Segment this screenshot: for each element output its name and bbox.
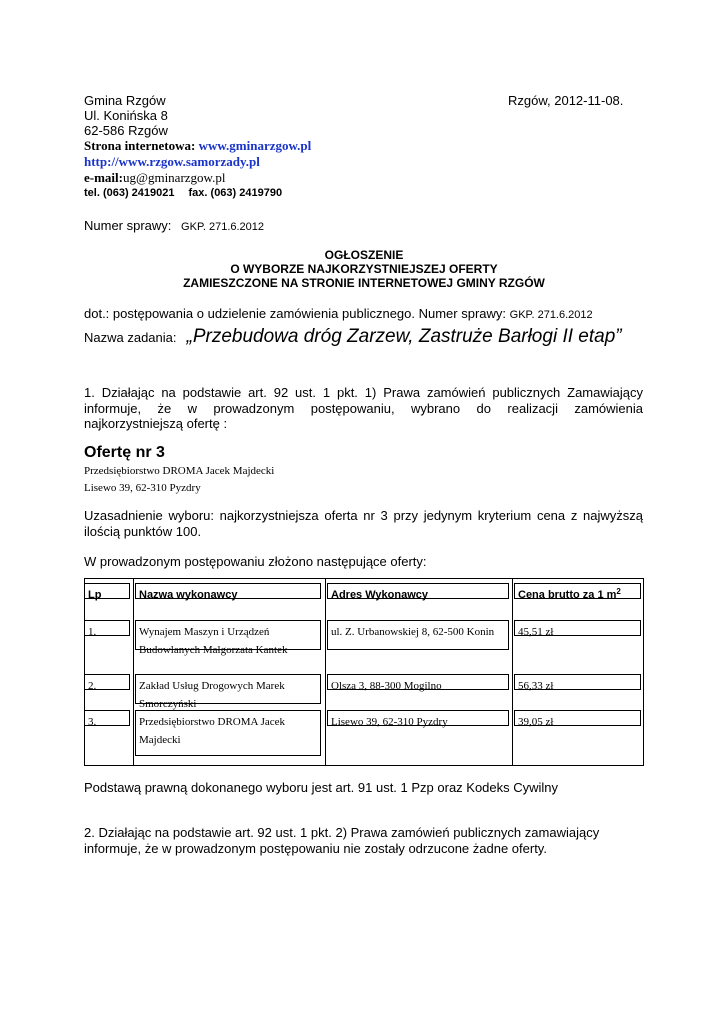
header-name: Nazwa wykonawcy [135,583,321,599]
task-line [84,326,622,348]
website-line [84,138,311,154]
header-price-exponent: 2 [616,587,621,596]
case-number-line [84,218,264,233]
offer-address: Lisewo 39, 62-310 Pyzdry [84,482,201,494]
table-row-3-lp: 3. [84,710,130,726]
table-row-2-address: Olsza 3, 88-300 Mogilno [327,674,509,690]
offers-intro: W prowadzonym postępowaniu złożono następujące oferty: [84,554,427,569]
justification-line2: ilością punktów 100. [84,524,202,539]
header-price: Cena brutto za 1 $m^2$ [514,583,641,599]
email-line [84,170,225,186]
offer-company: Przedsiębiorstwo DROMA Jacek Majdecki [84,465,275,477]
header-address: Adres Wykonawcy [327,583,509,599]
justification-line1: Uzasadnienie wyboru: najkorzystniejsza oferta nr 3 przy jedynym kryterium cena z najwyższą [84,508,643,523]
table-divider [133,578,134,766]
table-row-3-name: Przedsiębiorstwo DROMA Jacek Majdecki [135,710,321,756]
table-row-1-name: Wynajem Maszyn i Urządzeń Budowlanych Małgorzata Kantek [135,620,321,650]
legal-basis: Podstawą prawną dokonanego wyboru jest art. 91 ust. 1 Pzp oraz Kodeks Cywilny [84,780,559,795]
table-divider [512,578,513,766]
paragraph1-line2: informuje, że w prowadzonym postępowaniu, wybrano do realizacji zamówienia [84,401,643,416]
email-value[interactable]: ug@gminarzgow.pl [122,170,226,185]
case-label: Numer sprawy: [84,218,172,233]
paragraph2-line1: 2. Działając na podstawie art. 92 ust. 1 pkt. 2) Prawa zamówień publicznych zamawiający [84,825,600,840]
paragraph1-line3: najkorzystniejszą ofertę : [84,416,228,431]
paragraph1-line1: 1. Działając na podstawie art. 92 ust. 1 pkt. 1) Prawa zamówień publicznych Zamawiający [84,385,643,400]
second-website-link[interactable]: http://www.rzgow.samorzady.pl [84,154,260,169]
case-number: GKP. 271.6.2012 [181,221,265,233]
phone-fax-line [84,187,282,199]
table-row-1-lp: 1. [84,620,130,636]
place-date: Rzgów, 2012-11-08. [508,93,624,108]
table-row-1-price: 45,51 zł [514,620,641,636]
table-divider [325,578,326,766]
dot-line [84,306,593,321]
table-row-3-price: 39,05 zł [514,710,641,726]
table-row-2-lp: 2. [84,674,130,690]
table-row-1-address: ul. Z. Urbanowskiej 8, 62-500 Konin [327,620,509,650]
announcement-title-1: OGŁOSZENIE [324,248,404,262]
table-row-3-address: Lisewo 39, 62-310 Pyzdry [327,710,509,726]
dot-number: GKP. 271.6.2012 [509,309,593,321]
fax: fax. (063) 2419790 [188,187,283,199]
email-label: e-mail: [84,170,123,185]
task-label: Nazwa zadania: [84,330,177,345]
dot-text: dot.: postępowania o udzielenie zamówienia publicznego. Numer sprawy: [84,306,507,321]
org-name: Gmina Rzgów [84,93,166,108]
task-name: „Przebudowa dróg Zarzew, Zastruże Barłogi II etap” [186,326,622,347]
table-row-2-price: 56,33 zł [514,674,641,690]
website-label: Strona internetowa: [84,138,196,153]
org-postal: 62-586 Rzgów [84,123,168,138]
website-link[interactable]: www.gminarzgow.pl [198,138,312,153]
paragraph2-line2: informuje, że w prowadzonym postępowaniu nie zostały odrzucone żadne oferty. [84,841,547,856]
org-street: Ul. Konińska 8 [84,108,168,123]
phone: tel. (063) 2419021 [84,187,175,199]
offer-title: Ofertę nr 3 [84,444,165,461]
table-row-2-name: Zakład Usług Drogowych Marek Smorczyński [135,674,321,704]
announcement-title-3: ZAMIESZCZONE NA STRONIE INTERNETOWEJ GMINY RZGÓW [183,276,545,290]
header-lp: Lp [84,583,130,599]
announcement-title-2: O WYBORZE NAJKORZYSTNIEJSZEJ OFERTY [230,262,498,276]
